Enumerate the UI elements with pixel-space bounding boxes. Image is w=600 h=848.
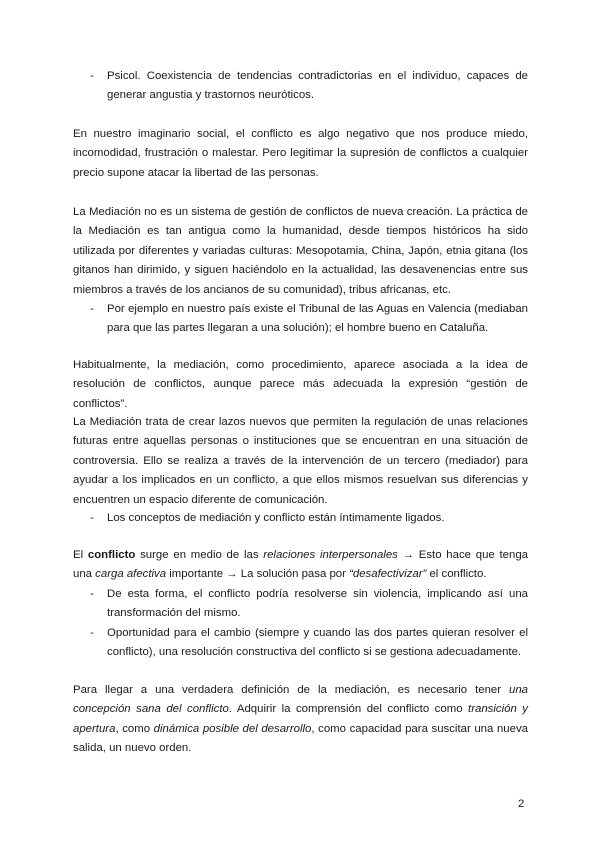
emphasis-text: una concepción sana del conflicto (73, 684, 528, 716)
bullet-text: Por ejemplo en nuestro país existe el Tribunal de las Aguas en Valencia (mediaban para que las partes llegaran a una solución); el hombre bueno en Cataluña. (107, 303, 528, 335)
text-run: , como capacidad para suscitar una nueva salida, un nuevo orden. (73, 722, 528, 755)
paragraph-conflicto (73, 546, 528, 585)
emphasis-text: relaciones interpersonales (263, 549, 398, 561)
bullet-dash: - (90, 512, 94, 524)
bullet-item (90, 509, 528, 528)
text-run: surge en medio de las (135, 549, 264, 561)
text-run: , como (115, 722, 154, 735)
bullet-dash: - (90, 70, 94, 82)
emphasis-text: dinámica posible del desarrollo (153, 722, 312, 735)
emphasis-text: transición y apertura (73, 703, 528, 735)
text-run: importante → La solución pasa por (166, 568, 350, 581)
paragraph: Habitualmente, la mediación, como procedimiento, aparece asociada a la idea de resolución de conflictos, aunque parece más adecuada la expresión “gestión de conflictos”. (73, 359, 528, 410)
bullet-text: Oportunidad para el cambio (siempre y cuando las dos partes quieran resolver el conflicto), una resolución constructiva del conflicto si se gestiona adecuadamente. (107, 627, 528, 659)
emphasis-text: carga afectiva (95, 568, 167, 581)
text-run: El (73, 549, 88, 561)
paragraph: La Mediación trata de crear lazos nuevos que permiten la regulación de unas relaciones futuras entre aquellas personas o instituciones que se encuentran en una situación de controversia. Ello se realiza a través de la intervención de un tercero (mediador) para ayudar a los implicados en un conflicto, a que ellos mismos resuelvan sus diferencias y encuentren un espacio diferente de comunicación. (73, 416, 528, 506)
text-run: Para llegar a una verdadera definición de la mediación, es necesario tener (73, 684, 509, 696)
keyword-conflicto: conflicto (87, 549, 136, 561)
bullet-item (90, 67, 528, 106)
bullet-text: Los conceptos de mediación y conflicto están íntimamente ligados. (107, 512, 445, 524)
bullet-item (90, 624, 528, 663)
paragraph-definicion (73, 681, 528, 759)
emphasis-text: “desafectivizar” (349, 568, 427, 581)
bullet-item (90, 300, 528, 339)
text-run: el conflicto. (426, 568, 487, 581)
bullet-item (90, 585, 528, 624)
paragraph: En nuestro imaginario social, el conflicto es algo negativo que nos produce miedo, incomodidad, frustración o malestar. Pero legitimar la supresión de conflictos a cualquier precio supone atacar la libertad de las personas. (73, 128, 528, 179)
bullet-text: Psicol. Coexistencia de tendencias contradictorias en el individuo, capaces de generar angustia y trastornos neuróticos. (107, 70, 528, 102)
bullet-dash: - (90, 588, 94, 600)
bullet-text: De esta forma, el conflicto podría resolverse sin violencia, implicando así una transformación del mismo. (107, 588, 528, 620)
text-run: → Esto hace que tenga una (73, 549, 529, 581)
bullet-dash: - (90, 303, 94, 315)
page-number: 2 (518, 798, 525, 810)
bullet-dash: - (90, 627, 94, 639)
paragraph: La Mediación no es un sistema de gestión de conflictos de nueva creación. La práctica de la Mediación es tan antigua como la humanidad, desde tiempos históricos ha sido utilizada por diferentes y variadas culturas: Mesopotamia, China, Japón, etnia gitana (los gitanos han dirimido, y siguen haciéndolo en la actualidad, las desavenencias entre sus miembros a través de los ancianos de su comunidad), tribus africanas, etc. (73, 206, 528, 296)
text-run: . Adquirir la comprensión del conflicto como (228, 703, 469, 716)
